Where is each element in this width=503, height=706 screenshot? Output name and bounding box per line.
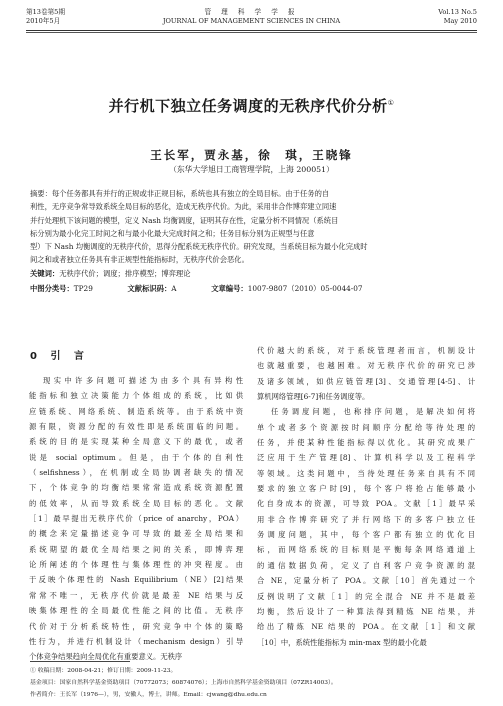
section-number: 0 [30, 351, 37, 362]
text-line: 个体竞争结果趋向全局优化有重要意义。无秩序 [29, 652, 183, 662]
text-line: 要求的独立客户时[9]，每个客户将抢占能够最小 [257, 484, 475, 494]
volume-issue: 第13卷第5期 [26, 8, 65, 16]
text-line: 给出了精炼 NE 结果的 POA。在文献［1］和文献 [257, 622, 475, 632]
footnote-author: 作者简介：王长军（1976—），男，安徽人，博士，讲师。Email：cjwang@dhu.edu.cn [30, 692, 267, 698]
text-line: 性行为，并进行机制设计（mechanism design）引导 [29, 636, 243, 646]
text-line: 反例说明了文献［1］的完全混合 NE 并不是最差 [257, 591, 475, 601]
header-rule [26, 30, 477, 31]
text-line: 务调度问题，其中，每个客户都有独立的优化目 [257, 530, 475, 540]
text-line: 的概念来定量描述竞争可导致的最差全局结果和 [29, 529, 243, 539]
abstract-line: 间之和或者独立任务具有非正规型性能指标时，无秩序代价会恶化。 [30, 255, 249, 265]
title-footnote-mark: ① [387, 99, 395, 107]
publication-date: 2010年5月 [26, 17, 61, 25]
doc-code-value: A [171, 284, 177, 293]
affiliation: （东华大学旭日工商管理学院，上海 200051） [169, 165, 334, 174]
text-line: ［10］中，系统性能指标为 min-max 型的最小化最 [257, 637, 427, 647]
text-line: 源有限，资源分配的有效性即是系统面临的问题。 [29, 422, 243, 432]
publication-date-en: May 2010 [443, 17, 477, 25]
footnote-funding: 基金项目：国家自然科学基金资助项目（70772073；60874076）；上海市自然科学基金资助项目（07ZR14003）。 [30, 680, 337, 686]
text-line: 系统期望的最优全局结果之间的关系，即博弈理 [29, 544, 243, 554]
text-line: 于反映个体理性的 Nash Equilibrium（NE）[2]结果 [29, 575, 243, 585]
text-line: 均衡，然后设计了一种算法得到精炼 NE 结果，并 [257, 606, 475, 616]
text-line: 也就越重要，也越困难。对无秩序代价的研究已涉 [257, 361, 475, 371]
doc-code-label: 文献标识码： [127, 284, 172, 293]
text-line: 代价对于分析系统特性，研究竞争中个体的策略 [29, 621, 243, 631]
keywords-text: 无秩序代价；调度；排序模型；博弈理论 [59, 269, 191, 278]
text-line: 代价越大的系统，对于系统管理者而言，机制设计 [257, 346, 475, 355]
authors: 王长军，贾永基，徐 琪，王晓锋 [150, 148, 353, 162]
volume-issue-en: Vol.13 No.5 [438, 8, 477, 16]
text-line: 论所阐述的个体理性与集体理性的冲突程度。由 [29, 560, 243, 570]
text-line: 标，而网络系统的目标则是平衡每条网络通道上 [257, 545, 475, 555]
article-number-value: 1007-9807（2010）05-0044-07 [247, 284, 363, 293]
text-line: 说是 social optimum。但是，由于个体的自利性 [29, 452, 243, 462]
text-line: 任务调度问题，也称排序问题，是解决如何将 [271, 407, 475, 417]
text-line: 等领域。这类问题中，当待处理任务来自具有不同 [257, 468, 475, 478]
text-line: 合 NE，定量分析了 POA。文献［10］首先通过一个 [257, 576, 475, 586]
text-line: 及诸多领域，如供应链管理[3]、交通管理[4-5]、计 [257, 376, 475, 386]
text-line: 单个或者多个资源按时间顺序分配给等待处理的 [257, 422, 475, 432]
text-line: 现实中许多问题可描述为由多个具有异构性 [43, 376, 243, 385]
section-title: 引 言 [50, 351, 84, 362]
text-line: ［1］最早提出无秩序代价（price of anarchy，POA） [29, 514, 243, 524]
article-number-label: 文章编号： [211, 284, 248, 293]
text-line: 应链系统、网络系统、制造系统等。由于系统中资 [29, 406, 243, 416]
text-line: 的通信数据负荷，定义了自利客户竞争资源的混 [257, 560, 475, 570]
clc-value: TP29 [73, 284, 93, 293]
text-line: 泛应用于生产管理[8]、计算机科学以及工程科学 [257, 453, 475, 463]
clc-label: 中图分类号： [30, 284, 74, 293]
left-column-text [29, 373, 243, 665]
footnote-dates: ① 收稿日期：2008-04-21；修订日期：2009-11-23。 [30, 668, 177, 674]
text-line: 任务，并使某种性能指标得以优化。其研究成果广 [257, 438, 475, 448]
text-line: 系统的目的是实现某种全局意义下的最优，或者 [29, 437, 243, 447]
paper-title [0, 95, 503, 116]
journal-name [0, 8, 503, 26]
text-line: 算机网络管理[6-7]和任务调度等。 [257, 392, 370, 402]
text-line: 常常不唯一，无秩序代价就是最差 NE 结果与反 [29, 590, 243, 600]
text-line: （selfishness），在机制或全局协调者缺失的情况 [29, 468, 243, 478]
text-line: 化自身成本的资源，可导致 POA。文献［1］最早采 [257, 499, 475, 509]
abstract-line: 标分别为最小化完工时间之和与最小化最大完成时间之和；任务目标分别为正规型与任意 [30, 228, 315, 238]
section-heading [30, 347, 84, 362]
text-line: 下，个体竞争的均衡结果常常造成系统资源配置 [29, 483, 243, 493]
text-line: 能指标和独立决策能力个体组成的系统，比如供 [29, 391, 243, 401]
classification-line [30, 284, 474, 294]
footnote-rule [30, 661, 130, 662]
abstract [30, 187, 474, 267]
abstract-line: 并行处理机下该问题的模型，定义 Nash 均衡调度，证明其存在性，定量分析不同情况（系统目 [30, 215, 339, 225]
journal-volume-info-en [438, 8, 477, 26]
text-line: 映集体理性的全局最优性能之间的比值。无秩序 [29, 606, 243, 616]
abstract-line: 摘要：每个任务都具有并行的正规或非正规目标，系统也具有独立的全局目标。由于任务的自 [30, 189, 330, 198]
keywords [30, 269, 474, 279]
abstract-line: 利性，无序竞争常导致系统全局目标的恶化，造成无秩序代价。为此，采用非合作博弈建立同速 [30, 202, 337, 212]
paper-title-text: 并行机下独立任务调度的无秩序代价分析 [108, 97, 388, 115]
keywords-label: 关键词： [30, 269, 60, 278]
abstract-line: 型）下 Nash 均衡调度的无秩序代价，思得分配系统无秩序代价。研究发现，当系统目标为最小化完成时 [30, 242, 368, 252]
journal-name-en: JOURNAL OF MANAGEMENT SCIENCES IN CHINA [162, 17, 341, 25]
header-rule-thin [26, 32, 477, 33]
text-line: 用非合作博弈研究了并行网络下的多客户独立任 [257, 514, 475, 524]
journal-name-cn: 管 理 科 学 学 报 [204, 8, 299, 16]
right-column-text [257, 343, 475, 650]
text-line: 的低效率，从而导致系统全局目标的恶化。文献 [29, 498, 243, 508]
